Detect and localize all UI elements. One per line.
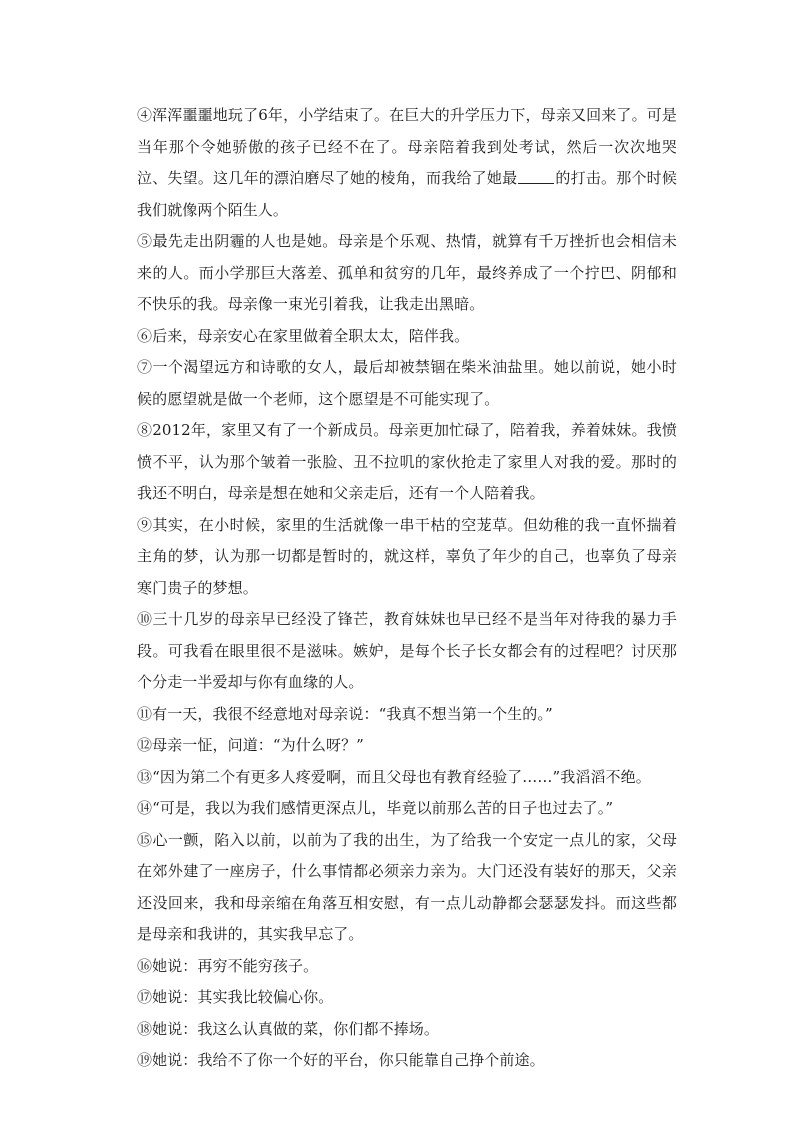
paragraph-19: ⑲她说：我给不了你一个好的平台，你只能靠自己挣个前途。: [137, 1051, 545, 1069]
paragraph-15: ⑮心一颤，陷入以前，以前为了我的出生，为了给我一个安定一点儿的家，父母在郊外建了一座房子，什么事情都必须亲力亲为。大门还没有装好的那天，父亲还没回来，我和母亲缩在角落互相安慰，有一点儿动静都会瑟瑟发抖。而这些都是母亲和我讲的，其实我早忘了。: [137, 830, 677, 943]
paragraph-7: ⑦一个渴望远方和诗歌的女人，最后却被禁锢在柴米油盐里。她以前说，她小时候的愿望就是做一个老师，这个愿望是不可能实现了。: [137, 358, 677, 408]
paragraph-11: ⑪有一天，我很不经意地对母亲说：“我真不想当第一个生的。”: [137, 704, 553, 723]
paragraph-5: ⑤最先走出阴霾的人也是她。母亲是个乐观、热情，就算有千万挫折也会相信未来的人。而小学那巨大落差、孤单和贫穷的几年，最终养成了一个拧巴、阴郁和不快乐的我。母亲像一束光引着我，让我走出黑暗。: [137, 232, 677, 313]
paragraph-4: [137, 100, 677, 226]
paragraph-12: ⑫母亲一怔，问道：“为什么呀？”: [137, 736, 364, 754]
paragraph-14: ⑭“可是，我以为我们感情更深点儿，毕竟以前那么苦的日子也过去了。”: [137, 799, 614, 817]
paragraph-8: ⑧2012年，家里又有了一个新成员。母亲更加忙碌了，陪着我，养着妹妹。我愤愤不平，认为那个皱着一张脸、丑不拉叽的家伙抢走了家里人对我的爱。那时的我还不明白，母亲是想在她和父亲走后，还有一个人陪着我。: [137, 421, 677, 502]
fill-in-blank: [518, 169, 554, 184]
paragraph-6: ⑥后来，母亲安心在家里做着全职太太，陪伴我。: [137, 326, 470, 345]
paragraph-4-text-after-blank: 的打击。那个时候我们就像两个陌生人。: [137, 169, 677, 219]
paragraph-9: ⑨其实，在小时候，家里的生活就像一串干枯的空茏草。但幼稚的我一直怀揣着主角的梦，认为那一切都是暂时的，就这样，辜负了年少的自己，也辜负了母亲寒门贵子的梦想。: [137, 515, 677, 597]
paragraph-10: ⑩三十几岁的母亲早已经没了锋芒，教育妹妹也早已经不是当年对待我的暴力手段。可我看在眼里很不是滋味。嫉妒，是每个长子长女都会有的过程吧？讨厌那个分走一半爱却与你有血缘的人。: [137, 610, 677, 691]
paragraph-17: ⑰她说：其实我比较偏心你。: [137, 988, 334, 1006]
paragraph-16: ⑯她说：再穷不能穷孩子。: [137, 956, 319, 975]
paragraph-18: ⑱她说：我这么认真做的菜，你们都不捧场。: [137, 1019, 440, 1038]
paragraph-4-text: ④浑浑噩噩地玩了6年，小学结束了。在巨大的升学压力下，母亲又回来了。可是当年那个令她骄傲的孩子已经不在了。母亲陪着我到处考试，然后一次次地哭泣、失望。这几年的漂泊磨尽了她的棱角，而我给了她最: [137, 106, 677, 187]
article-body: [137, 100, 677, 1077]
paragraph-13: ⑬“因为第二个有更多人疼爱啊，而且父母也有教育经验了……”我滔滔不绝。: [137, 767, 651, 786]
